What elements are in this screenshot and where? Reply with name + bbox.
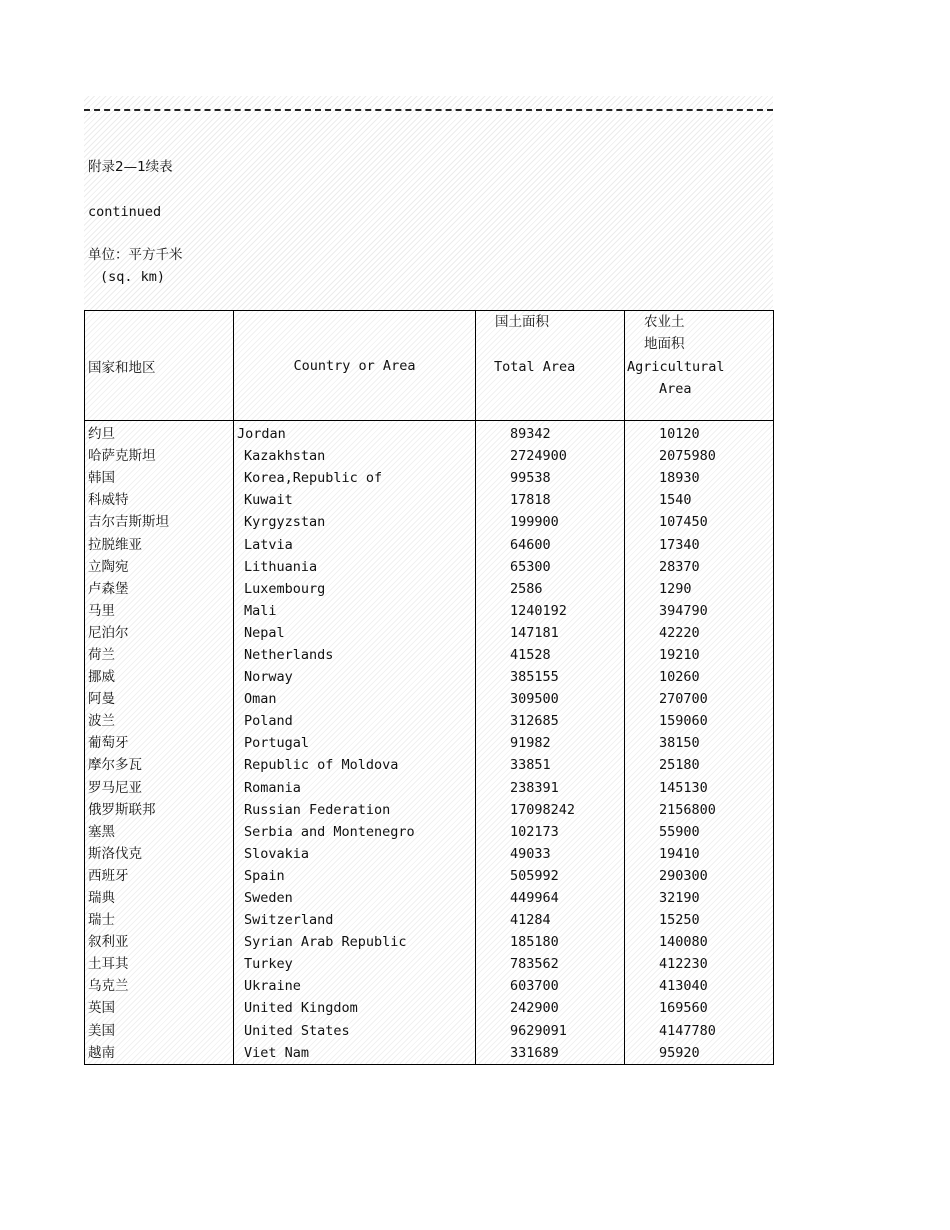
total-area-value: 505992 bbox=[476, 865, 625, 887]
agricultural-area-value: 2156800 bbox=[625, 799, 774, 821]
table-row bbox=[85, 997, 774, 1019]
unit-label-en: (sq. km) bbox=[100, 269, 166, 285]
country-name-en: Korea,Republic of bbox=[234, 467, 476, 489]
col-header-agricultural-area bbox=[625, 311, 774, 421]
total-area-value: 41284 bbox=[476, 909, 625, 931]
table-row bbox=[85, 666, 774, 688]
total-area-value: 9629091 bbox=[476, 1020, 625, 1042]
agricultural-area-value: 1290 bbox=[625, 578, 774, 600]
total-area-value: 312685 bbox=[476, 710, 625, 732]
table-row bbox=[85, 445, 774, 467]
total-area-value: 102173 bbox=[476, 821, 625, 843]
country-name-cn: 卢森堡 bbox=[85, 578, 234, 600]
table-row bbox=[85, 821, 774, 843]
country-name-cn: 韩国 bbox=[85, 467, 234, 489]
area-table bbox=[84, 310, 774, 1065]
agri-area-en-line1: Agricultural bbox=[627, 359, 725, 375]
total-area-value: 99538 bbox=[476, 467, 625, 489]
agricultural-area-value: 1540 bbox=[625, 489, 774, 511]
country-name-en: Sweden bbox=[234, 887, 476, 909]
country-name-en: Netherlands bbox=[234, 644, 476, 666]
table-row bbox=[85, 777, 774, 799]
country-name-en: Mali bbox=[234, 600, 476, 622]
table-row bbox=[85, 556, 774, 578]
country-name-en: Spain bbox=[234, 865, 476, 887]
total-area-value: 33851 bbox=[476, 754, 625, 776]
agricultural-area-value: 28370 bbox=[625, 556, 774, 578]
country-name-cn: 葡萄牙 bbox=[85, 732, 234, 754]
country-name-cn: 瑞士 bbox=[85, 909, 234, 931]
total-area-value: 147181 bbox=[476, 622, 625, 644]
col-header-country-en: Country or Area bbox=[234, 311, 476, 421]
agricultural-area-value: 17340 bbox=[625, 533, 774, 555]
country-name-cn: 哈萨克斯坦 bbox=[85, 445, 234, 467]
country-name-cn: 科威特 bbox=[85, 489, 234, 511]
col-header-total-area bbox=[476, 311, 625, 421]
table-row bbox=[85, 931, 774, 953]
total-area-value: 199900 bbox=[476, 511, 625, 533]
table-row bbox=[85, 1020, 774, 1042]
appendix-title-en: continued bbox=[88, 204, 162, 220]
table-row bbox=[85, 754, 774, 776]
table-row bbox=[85, 843, 774, 865]
total-area-en: Total Area bbox=[494, 359, 576, 375]
country-name-cn: 越南 bbox=[85, 1042, 234, 1065]
country-name-en: Romania bbox=[234, 777, 476, 799]
unit-label-cn: 单位：平方千米 bbox=[88, 247, 183, 263]
agricultural-area-value: 19410 bbox=[625, 843, 774, 865]
country-name-en: Portugal bbox=[234, 732, 476, 754]
total-area-value: 91982 bbox=[476, 732, 625, 754]
total-area-value: 603700 bbox=[476, 975, 625, 997]
country-name-cn: 罗马尼亚 bbox=[85, 777, 234, 799]
total-area-value: 309500 bbox=[476, 688, 625, 710]
country-name-en: Kazakhstan bbox=[234, 445, 476, 467]
agricultural-area-value: 2075980 bbox=[625, 445, 774, 467]
country-name-en: Switzerland bbox=[234, 909, 476, 931]
table-row bbox=[85, 489, 774, 511]
agricultural-area-value: 270700 bbox=[625, 688, 774, 710]
country-name-en: Viet Nam bbox=[234, 1042, 476, 1065]
table-row bbox=[85, 865, 774, 887]
country-name-cn: 美国 bbox=[85, 1020, 234, 1042]
total-area-value: 17818 bbox=[476, 489, 625, 511]
country-name-cn: 土耳其 bbox=[85, 953, 234, 975]
country-name-en: Oman bbox=[234, 688, 476, 710]
agricultural-area-value: 413040 bbox=[625, 975, 774, 997]
agricultural-area-value: 18930 bbox=[625, 467, 774, 489]
table-row bbox=[85, 953, 774, 975]
total-area-cn: 国土面积 bbox=[495, 314, 549, 330]
agricultural-area-value: 10260 bbox=[625, 666, 774, 688]
agricultural-area-value: 95920 bbox=[625, 1042, 774, 1065]
agricultural-area-value: 159060 bbox=[625, 710, 774, 732]
total-area-value: 185180 bbox=[476, 931, 625, 953]
country-name-cn: 俄罗斯联邦 bbox=[85, 799, 234, 821]
agricultural-area-value: 412230 bbox=[625, 953, 774, 975]
total-area-value: 2724900 bbox=[476, 445, 625, 467]
country-name-en: Kyrgyzstan bbox=[234, 511, 476, 533]
dashed-divider bbox=[84, 109, 773, 111]
agricultural-area-value: 55900 bbox=[625, 821, 774, 843]
total-area-value: 449964 bbox=[476, 887, 625, 909]
country-name-cn: 斯洛伐克 bbox=[85, 843, 234, 865]
total-area-value: 41528 bbox=[476, 644, 625, 666]
country-name-en: Jordan bbox=[234, 421, 476, 446]
table-row bbox=[85, 578, 774, 600]
table-row bbox=[85, 732, 774, 754]
total-area-value: 65300 bbox=[476, 556, 625, 578]
appendix-title-cn: 附录2—1续表 bbox=[88, 159, 173, 175]
country-name-cn: 乌克兰 bbox=[85, 975, 234, 997]
total-area-value: 49033 bbox=[476, 843, 625, 865]
agricultural-area-value: 32190 bbox=[625, 887, 774, 909]
agricultural-area-value: 38150 bbox=[625, 732, 774, 754]
agricultural-area-value: 290300 bbox=[625, 865, 774, 887]
country-name-en: Poland bbox=[234, 710, 476, 732]
country-name-cn: 挪威 bbox=[85, 666, 234, 688]
country-name-en: Slovakia bbox=[234, 843, 476, 865]
country-name-en: Kuwait bbox=[234, 489, 476, 511]
country-name-en: Luxembourg bbox=[234, 578, 476, 600]
agri-area-cn-line1: 农业土 bbox=[644, 314, 685, 330]
agricultural-area-value: 10120 bbox=[625, 421, 774, 446]
country-name-cn: 英国 bbox=[85, 997, 234, 1019]
country-name-cn: 拉脱维亚 bbox=[85, 533, 234, 555]
agricultural-area-value: 145130 bbox=[625, 777, 774, 799]
table-row bbox=[85, 511, 774, 533]
table-header-row bbox=[85, 311, 774, 421]
agri-area-en-line2: Area bbox=[659, 381, 692, 397]
country-name-en: Republic of Moldova bbox=[234, 754, 476, 776]
total-area-value: 783562 bbox=[476, 953, 625, 975]
total-area-value: 331689 bbox=[476, 1042, 625, 1065]
country-name-cn: 西班牙 bbox=[85, 865, 234, 887]
table-row bbox=[85, 622, 774, 644]
agricultural-area-value: 140080 bbox=[625, 931, 774, 953]
total-area-value: 1240192 bbox=[476, 600, 625, 622]
country-name-cn: 约旦 bbox=[85, 421, 234, 446]
table-row bbox=[85, 710, 774, 732]
agricultural-area-value: 19210 bbox=[625, 644, 774, 666]
total-area-value: 2586 bbox=[476, 578, 625, 600]
total-area-value: 17098242 bbox=[476, 799, 625, 821]
country-name-cn: 吉尔吉斯斯坦 bbox=[85, 511, 234, 533]
country-name-en: Norway bbox=[234, 666, 476, 688]
country-name-cn: 阿曼 bbox=[85, 688, 234, 710]
table-row bbox=[85, 533, 774, 555]
country-name-cn: 尼泊尔 bbox=[85, 622, 234, 644]
table-row bbox=[85, 421, 774, 446]
table-row bbox=[85, 799, 774, 821]
agricultural-area-value: 42220 bbox=[625, 622, 774, 644]
country-name-en: Syrian Arab Republic bbox=[234, 931, 476, 953]
total-area-value: 89342 bbox=[476, 421, 625, 446]
country-name-cn: 瑞典 bbox=[85, 887, 234, 909]
country-name-en: Serbia and Montenegro bbox=[234, 821, 476, 843]
country-name-cn: 塞黑 bbox=[85, 821, 234, 843]
agricultural-area-value: 169560 bbox=[625, 997, 774, 1019]
country-name-en: Lithuania bbox=[234, 556, 476, 578]
agricultural-area-value: 107450 bbox=[625, 511, 774, 533]
table-row bbox=[85, 688, 774, 710]
country-name-cn: 马里 bbox=[85, 600, 234, 622]
country-name-en: United Kingdom bbox=[234, 997, 476, 1019]
table-body bbox=[85, 421, 774, 1065]
col-header-country-cn: 国家和地区 bbox=[85, 311, 234, 421]
header-background bbox=[84, 96, 773, 310]
table-row bbox=[85, 1042, 774, 1065]
country-name-cn: 叙利亚 bbox=[85, 931, 234, 953]
table-row bbox=[85, 644, 774, 666]
table-row bbox=[85, 600, 774, 622]
table-row bbox=[85, 909, 774, 931]
table-row bbox=[85, 467, 774, 489]
agricultural-area-value: 15250 bbox=[625, 909, 774, 931]
country-name-cn: 荷兰 bbox=[85, 644, 234, 666]
agricultural-area-value: 25180 bbox=[625, 754, 774, 776]
country-name-cn: 立陶宛 bbox=[85, 556, 234, 578]
country-name-cn: 摩尔多瓦 bbox=[85, 754, 234, 776]
country-name-en: Russian Federation bbox=[234, 799, 476, 821]
agricultural-area-value: 394790 bbox=[625, 600, 774, 622]
country-name-en: United States bbox=[234, 1020, 476, 1042]
total-area-value: 385155 bbox=[476, 666, 625, 688]
country-name-en: Latvia bbox=[234, 533, 476, 555]
country-name-cn: 波兰 bbox=[85, 710, 234, 732]
table-row bbox=[85, 975, 774, 997]
total-area-value: 242900 bbox=[476, 997, 625, 1019]
agri-area-cn-line2: 地面积 bbox=[644, 336, 685, 352]
country-name-en: Ukraine bbox=[234, 975, 476, 997]
country-name-en: Nepal bbox=[234, 622, 476, 644]
table-row bbox=[85, 887, 774, 909]
agricultural-area-value: 4147780 bbox=[625, 1020, 774, 1042]
total-area-value: 238391 bbox=[476, 777, 625, 799]
total-area-value: 64600 bbox=[476, 533, 625, 555]
country-name-en: Turkey bbox=[234, 953, 476, 975]
